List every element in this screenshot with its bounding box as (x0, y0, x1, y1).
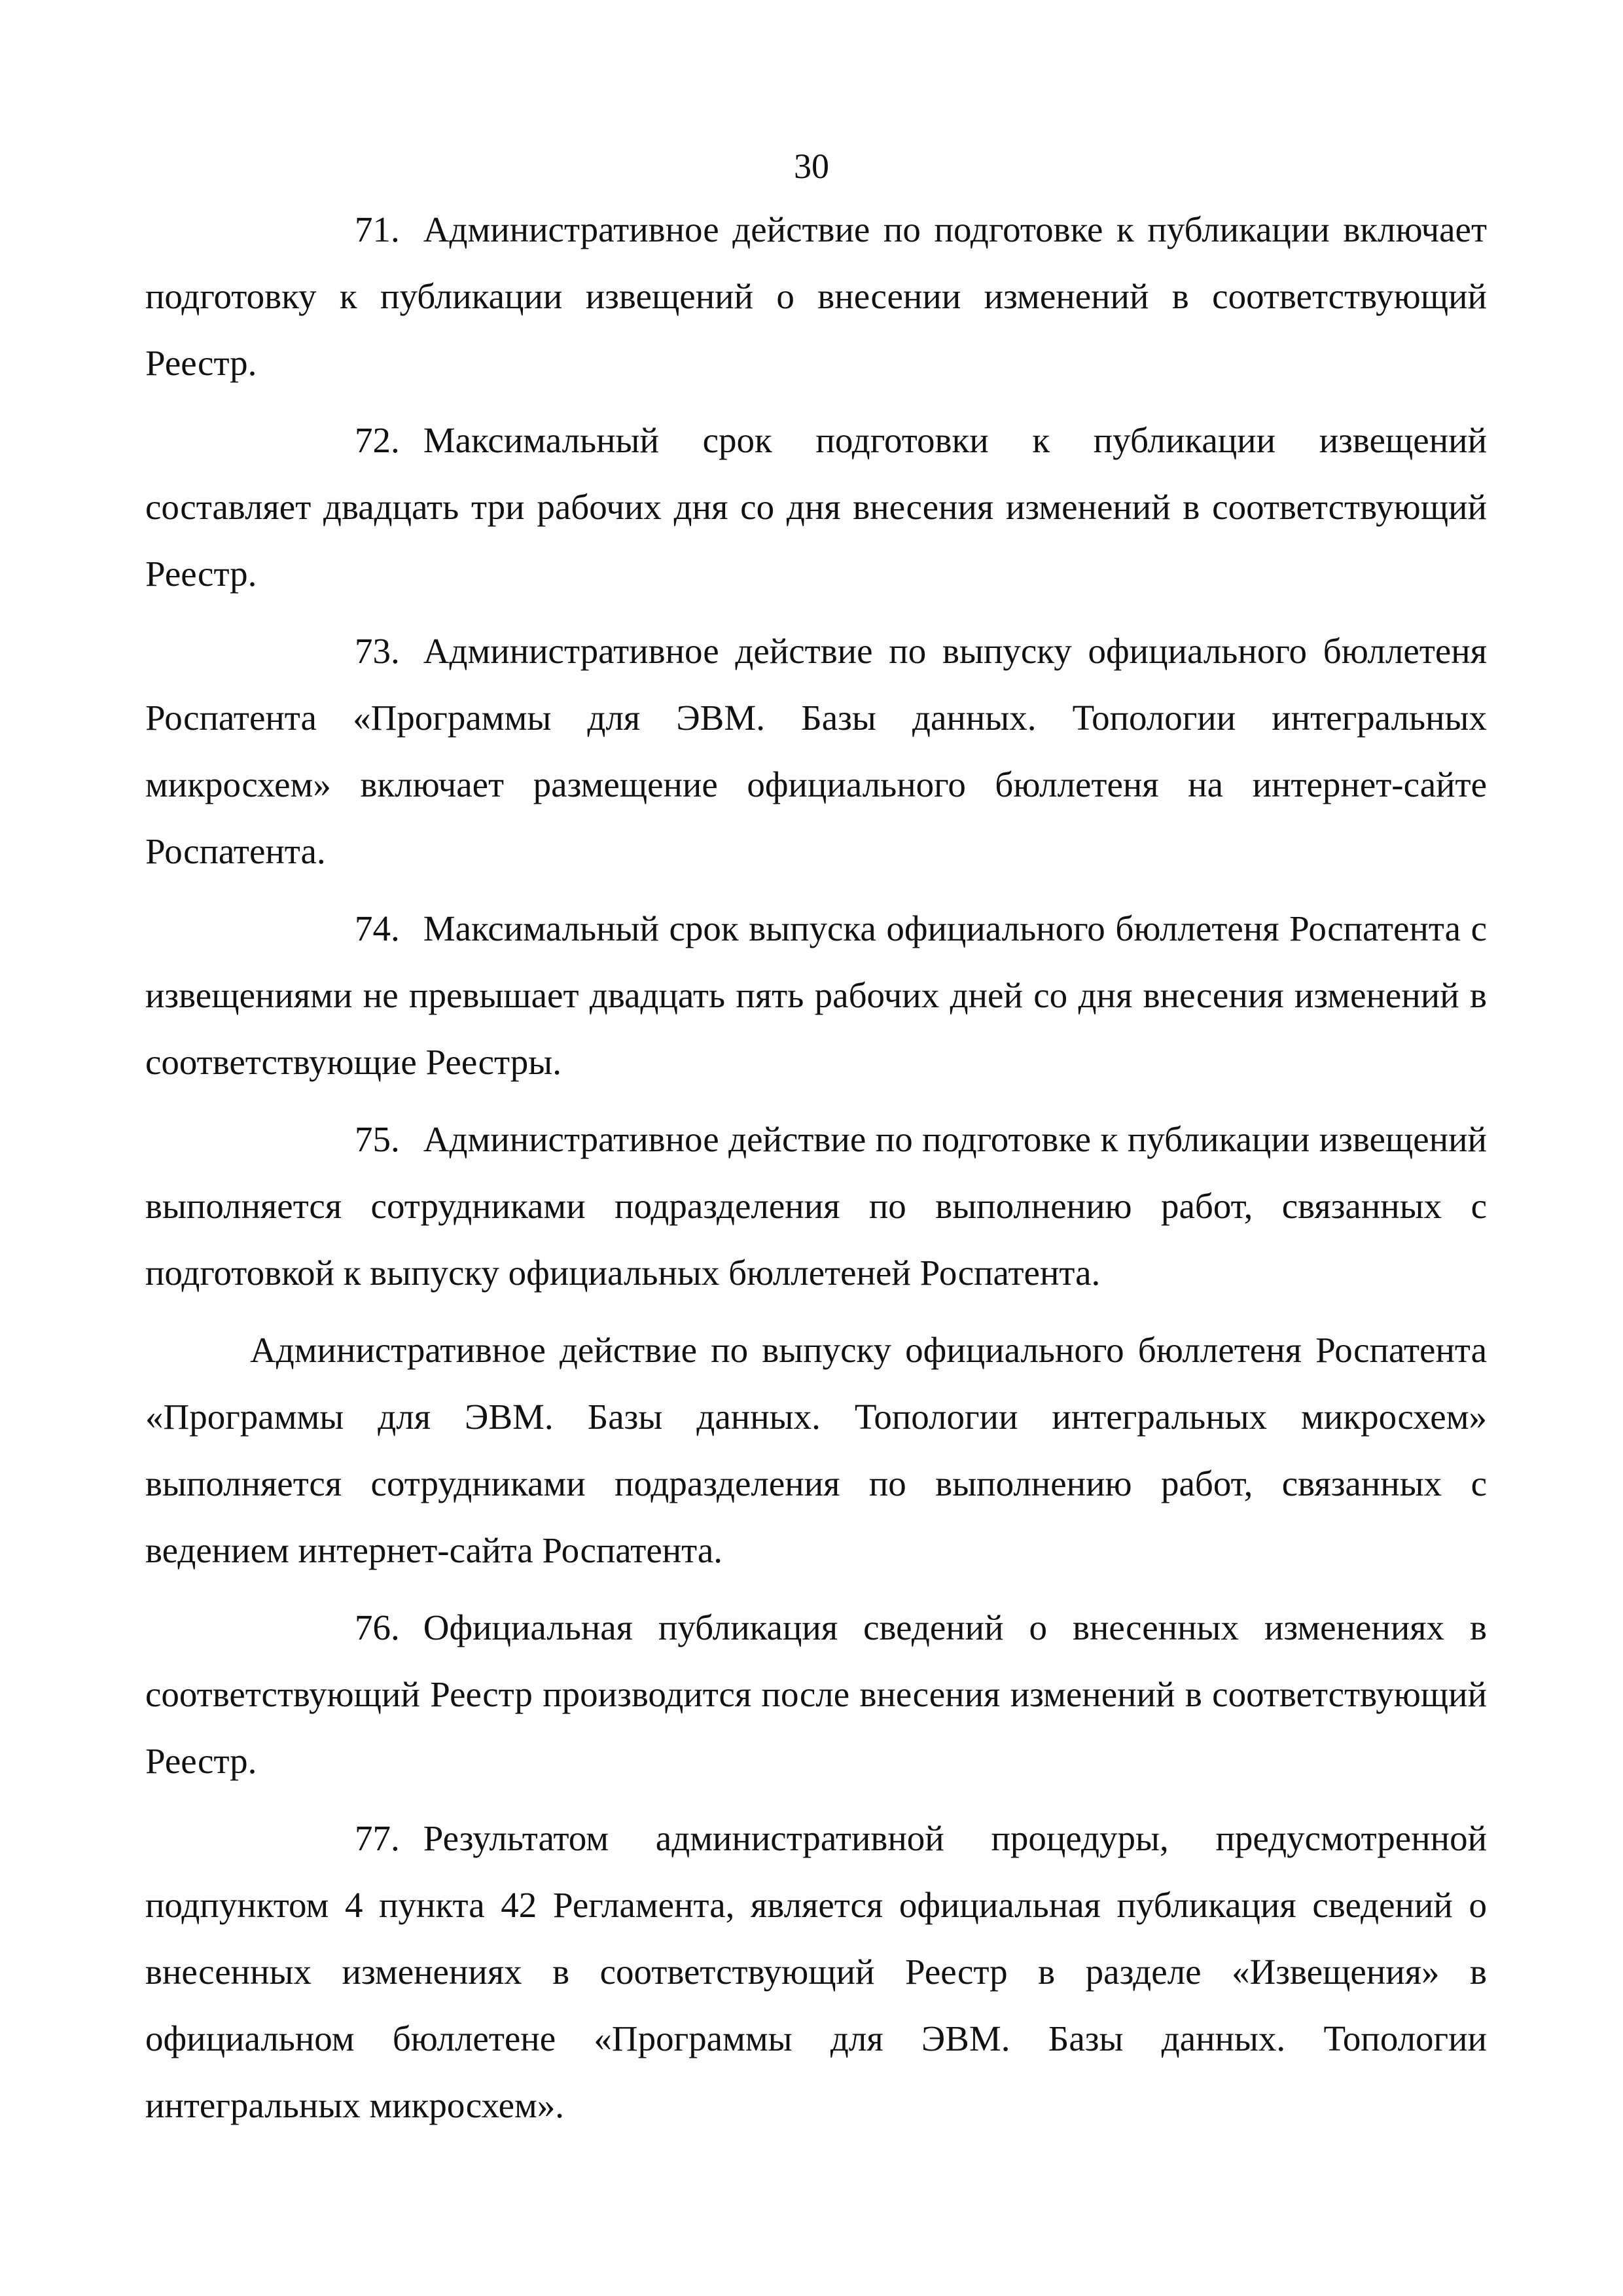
page-number: 30 (794, 147, 829, 186)
paragraph-number: 73. (355, 631, 400, 671)
paragraph-text: Административное действие по подготовке к публикации включает подготовку к публикации извещений о внесении изменений в соответствующий Реестр. (145, 209, 1487, 383)
paragraph-text: Административное действие по подготовке к публикации извещений выполняется сотрудниками подразделения по выполнению работ, связанных с подготовкой к выпуску официальных бюллетеней Роспатента. (145, 1119, 1487, 1293)
paragraph-number: 77. (355, 1818, 400, 1858)
paragraph-text: Максимальный срок выпуска официального бюллетеня Роспатента с извещениями не превышает двадцать пять рабочих дней со дня внесения изменений в соответствующие Реестры. (145, 908, 1487, 1082)
paragraph-number: 71. (355, 209, 400, 249)
paragraph-75-continued (145, 1317, 1487, 1584)
paragraph-text: Административное действие по выпуску официального бюллетеня Роспатента «Программы для ЭВМ. Базы данных. Топологии интегральных микросхем» включает размещение официального бюллетеня на интернет-сайте Роспатента. (145, 631, 1487, 871)
paragraph-number: 72. (355, 420, 400, 460)
paragraph-number: 75. (355, 1119, 400, 1159)
paragraph-text: Максимальный срок подготовки к публикации извещений составляет двадцать три рабочих дня со дня внесения изменений в соответствующий Реестр. (145, 420, 1487, 594)
paragraph-71 (145, 196, 1487, 397)
paragraph-number: 76. (355, 1607, 400, 1647)
paragraph-73 (145, 618, 1487, 885)
paragraph-72 (145, 407, 1487, 607)
paragraph-74 (145, 895, 1487, 1096)
paragraph-text: Официальная публикация сведений о внесенных изменениях в соответствующий Реестр производится после внесения изменений в соответствующий Реестр. (145, 1607, 1487, 1781)
paragraph-number: 74. (355, 908, 400, 948)
document-body (145, 196, 1487, 2139)
paragraph-76 (145, 1594, 1487, 1795)
paragraph-text: Результатом административной процедуры, предусмотренной подпунктом 4 пункта 42 Регламента, является официальная публикация сведений о внесенных изменениях в соответствующий Реестр в разделе «Извещения» в официальном бюллетене «Программы для ЭВМ. Базы данных. Топологии интегральных микросхем». (145, 1818, 1487, 2125)
paragraph-text: Административное действие по выпуску официального бюллетеня Роспатента «Программы для ЭВМ. Базы данных. Топологии интегральных микросхем» выполняется сотрудниками подразделения по выполнению работ, связанных с ведением интернет-сайта Роспатента. (145, 1330, 1487, 1570)
paragraph-77 (145, 1805, 1487, 2139)
paragraph-75 (145, 1106, 1487, 1306)
